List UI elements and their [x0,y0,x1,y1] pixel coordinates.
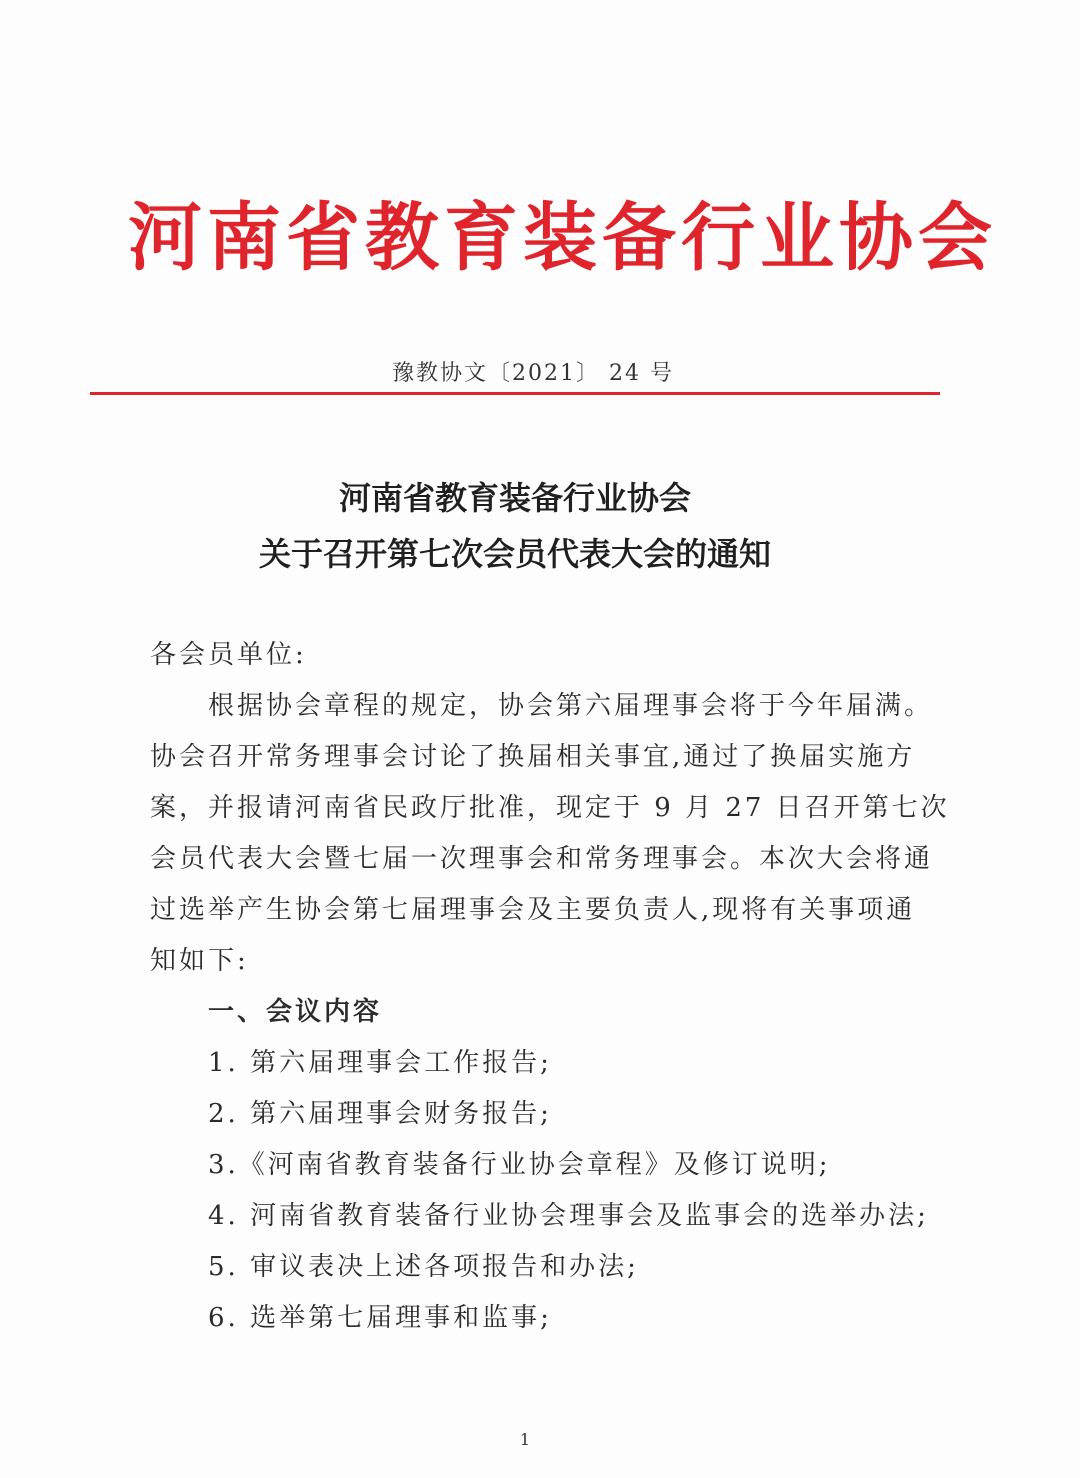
notice-title [90,470,940,582]
salutation: 各会员单位: [150,640,307,670]
agenda-item: 3.《河南省教育装备行业协会章程》及修订说明; [208,1150,831,1180]
paragraph-line: 会员代表大会暨七届一次理事会和常务理事会。本次大会将通 [150,844,934,874]
paragraph-line: 知如下: [150,946,249,976]
notice-body [150,630,950,1344]
organization-letterhead: 河南省教育装备行业协会 [128,195,997,281]
notice-title-line-2: 关于召开第七次会员代表大会的通知 [258,535,771,573]
section-heading: 一、会议内容 [208,997,383,1027]
paragraph-line: 案，并报请河南省民政厅批准，现定于 9 月 27 日召开第七次 [150,793,950,823]
document-number: 豫教协文〔2021〕 24 号 [392,361,674,386]
agenda-item: 2. 第六届理事会财务报告; [208,1099,552,1129]
paragraph-line: 协会召开常务理事会讨论了换届相关事宜,通过了换届实施方 [150,742,916,772]
agenda-item: 6. 选举第七届理事和监事; [208,1303,552,1333]
agenda-item: 4. 河南省教育装备行业协会理事会及监事会的选举办法; [208,1201,929,1231]
red-divider-line [90,392,940,395]
page-number: 1 [519,1430,531,1449]
paragraph-line: 过选举产生协会第七届理事会及主要负责人,现将有关事项通 [150,895,916,925]
paragraph-line: 根据协会章程的规定，协会第六届理事会将于今年届满。 [208,691,934,721]
agenda-item: 5. 审议表决上述各项报告和办法; [208,1252,639,1282]
notice-title-line-1: 河南省教育装备行业协会 [338,479,691,517]
agenda-item: 1. 第六届理事会工作报告; [208,1048,552,1078]
